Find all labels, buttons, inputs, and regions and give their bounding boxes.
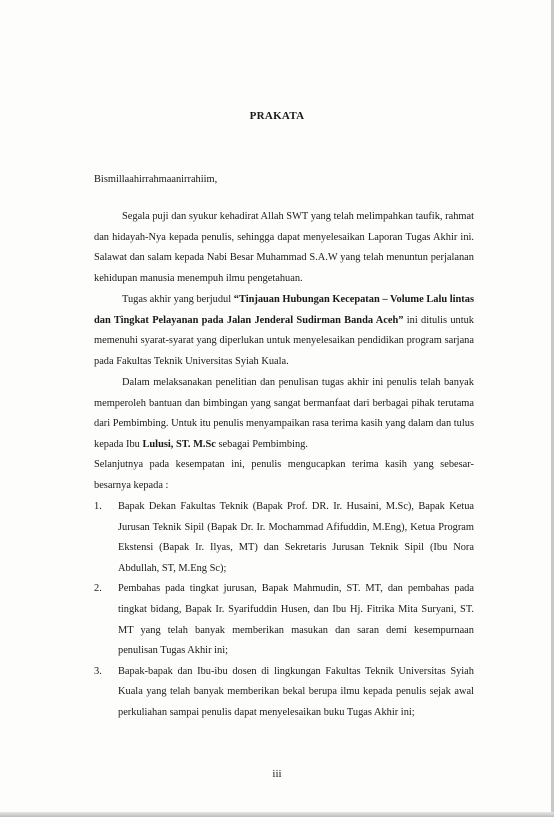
paragraph-opening: Segala puji dan syukur kehadirat Allah SWT yang telah melimpahkan taufik, rahmat dan hidayah-Nya kepada penulis, sehingga dapat menyelesaikan Laporan Tugas Akhir ini. Salawat dan salam kepada Nabi Besar Muhammad S.A.W yang telah menuntun perjalanan kehidupan manusia menempuh ilmu pengetahuan.	[94, 211, 474, 284]
list-item	[94, 497, 474, 579]
paragraph-supervisor-pre: Dalam melaksanakan penelitian dan penulisan tugas akhir ini penulis telah banyak memperoleh bantuan dan bimbingan yang sangat bermanfaat dari berbagai pihak terutama dari Pembimbing. Untuk itu penulis menyampaikan rasa terima kasih yang dalam dan tulus kepada Ibu	[94, 377, 474, 450]
paragraph-thesis-title	[94, 290, 474, 372]
list-item-number: 3.	[94, 665, 102, 677]
thesis-title: “Tinjauan Hubungan Kecepatan – Volume Lalu lintas dan Tingkat Pelayanan pada Jalan Jenderal Sudirman Banda Aceh”	[94, 294, 474, 326]
page-bottom-shadow	[0, 812, 554, 817]
list-item-text: Bapak Dekan Fakultas Teknik (Bapak Prof. DR. Ir. Husaini, M.Sc), Bapak Ketua Jurusan Teknik Sipil (Bapak Dr. Ir. Mochammad Afifuddin, M.Eng), Ketua Program Ekstensi (Bapak Ir. Ilyas, MT) dan Sekretaris Jurusan Teknik Sipil (Ibu Nora Abdullah, ST, M.Eng Sc);	[118, 501, 474, 574]
list-item	[94, 662, 474, 724]
list-item-number: 1.	[94, 501, 102, 512]
list-item-text: Pembahas pada tingkat jurusan, Bapak Mahmudin, ST. MT, dan pembahas pada tingkat bidang, Bapak Ir. Syarifuddin Husen, dan Ibu Hj. Fitrika Mita Suryani, ST. MT yang telah banyak memberikan masukan dan saran demi kesempurnaan penulisan Tugas Akhir ini;	[118, 583, 474, 657]
paragraph-supervisor	[94, 373, 474, 455]
paragraph-supervisor-post: sebagai Pembimbing.	[215, 438, 308, 450]
acknowledgement-list	[94, 497, 474, 724]
list-item-number: 2.	[94, 583, 102, 595]
salutation: Bismillaahirrahmaanirrahiim,	[94, 174, 218, 185]
list-item	[94, 579, 474, 661]
list-item-text: Bapak-bapak dan Ibu-ibu dosen di lingkungan Fakultas Teknik Universitas Syiah Kuala yang telah banyak memberikan bekal berupa ilmu kepada penulis sejak awal perkuliahan sampai penulis dapat menyelesaikan buku Tugas Akhir ini;	[118, 665, 474, 718]
supervisor-name: Lulusi, ST. M.Sc	[142, 438, 216, 450]
paragraph-thesis-title-pre: Tugas akhir yang berjudul	[122, 294, 234, 305]
paragraph-thesis-title-post: ini ditulis untuk memenuhi syarat-syarat yang diperlukan untuk menyelesaikan pendidikan program sarjana pada Fakultas Teknik Universitas Syiah Kuala.	[94, 314, 474, 367]
page-number: iii	[272, 768, 282, 780]
page-title: PRAKATA	[249, 110, 305, 122]
paragraph-thanks-intro: Selanjutnya pada kesempatan ini, penulis mengucapkan terima kasih yang sebesar-besarnya kepada :	[94, 459, 474, 491]
